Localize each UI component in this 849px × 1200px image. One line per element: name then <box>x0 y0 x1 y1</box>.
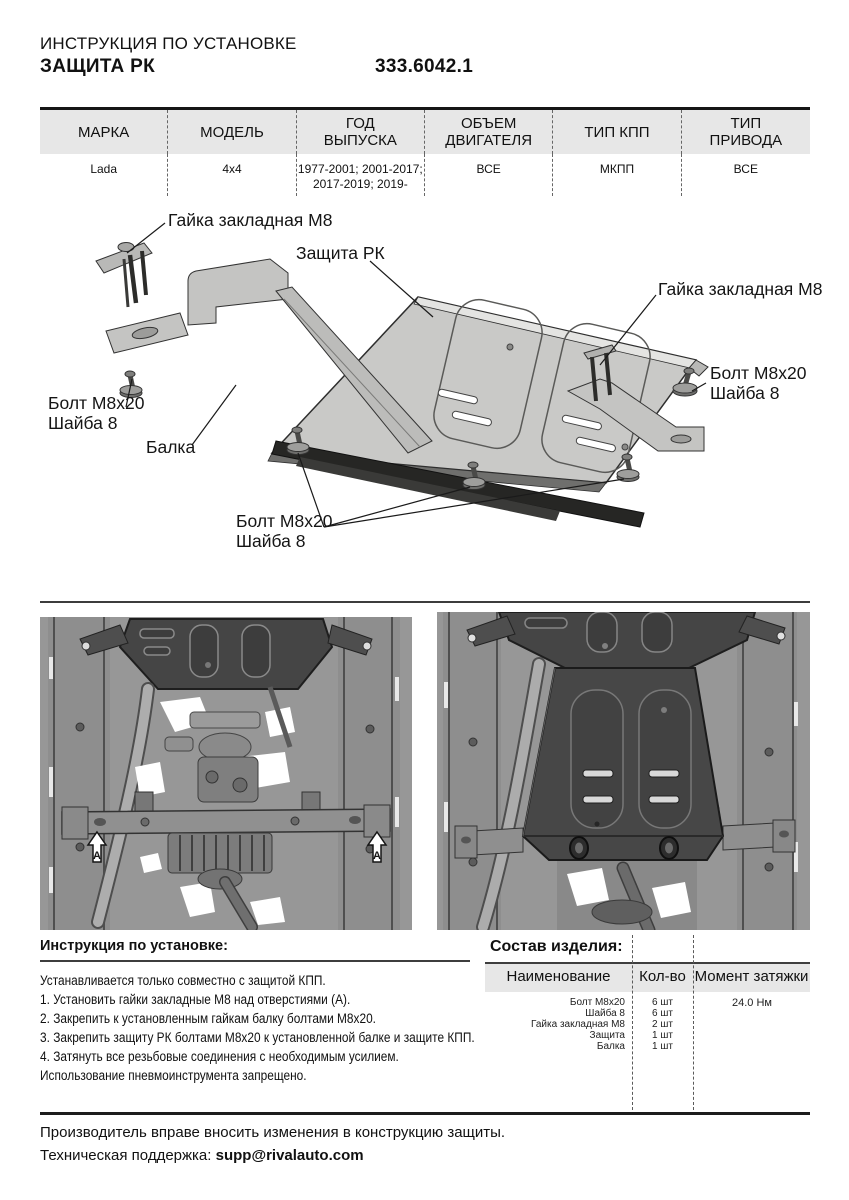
rivet-nut-left-part <box>96 243 152 308</box>
instruction-line: 3. Закрепить защиту РК болтами М8х20 к установленной балке и защите КПП. <box>40 1030 475 1045</box>
part-name: Защита <box>589 1030 625 1041</box>
footer-disclaimer: Производитель вправе вносить изменения в конструкцию защиты. <box>40 1124 506 1141</box>
part-number: 333.6042.1 <box>375 56 474 77</box>
parts-table <box>485 935 810 1111</box>
vehicle-col-header: МОДЕЛЬ <box>168 110 296 154</box>
instruction-line: 4. Затянуть все резьбовые соединения с необходимым усилием. <box>40 1049 399 1064</box>
instruction-line: 1. Установить гайки закладные М8 над отверстиями (А). <box>40 992 351 1007</box>
vehicle-value: МКПП <box>553 154 681 196</box>
vehicle-value: ВСЕ <box>733 162 758 176</box>
marker-a-label: A <box>93 850 101 862</box>
parts-col-header: Кол-во <box>639 968 686 985</box>
support-email: supp@rivalauto.com <box>215 1147 364 1164</box>
instruction-line: Устанавливается только совместно с защитой КПП. <box>40 973 326 988</box>
part-qty: 2 шт <box>652 1019 673 1030</box>
doc-type-title: ИНСТРУКЦИЯ ПО УСТАНОВКЕ <box>40 34 297 53</box>
vehicle-col-header: ОБЪЕМ ДВИГАТЕЛЯ <box>425 110 553 154</box>
part-qty: 1 шт <box>652 1041 673 1052</box>
exploded-diagram-drawing <box>40 195 810 595</box>
part-torque: 24.0 Нм <box>732 997 772 1009</box>
section-divider <box>40 601 810 603</box>
part-qty: 6 шт <box>652 997 673 1008</box>
parts-col-header: Момент затяжки <box>694 968 809 985</box>
label-bolt-left: Болт М8х20 Шайба 8 <box>48 393 145 433</box>
marker-a-label: A <box>373 850 381 862</box>
footer-support <box>40 1147 364 1164</box>
footer-support-prefix: Техническая поддержка: <box>40 1147 216 1164</box>
part-name: Шайба 8 <box>585 1008 625 1019</box>
vehicle-value: 4x4 <box>168 154 296 196</box>
label-bolt-bottom: Болт М8х20 Шайба 8 <box>236 511 333 551</box>
vehicle-value: Lada <box>40 154 168 196</box>
vehicle-value: 1977-2001; 2001-2017; 2017-2019; 2019- <box>297 154 425 196</box>
photo-before-install <box>40 617 412 935</box>
part-name: Болт М8х20 <box>569 997 625 1008</box>
part-qty: 1 шт <box>652 1030 673 1041</box>
label-plate: Защита РК <box>296 243 385 263</box>
instructions-rule <box>40 960 470 962</box>
beam-riser <box>188 259 288 325</box>
product-title: ЗАЩИТА РК <box>40 56 156 77</box>
label-beam: Балка <box>146 437 196 457</box>
vehicle-col-header: ТИП КПП <box>553 110 681 154</box>
parts-col-header: Наименование <box>506 968 611 985</box>
label-rivet-nut-right: Гайка закладная М8 <box>658 279 823 299</box>
vehicle-col-header: ТИП ПРИВОДА <box>682 110 810 154</box>
parts-column-divider <box>693 935 694 1110</box>
label-bolt-right: Болт М8х20 Шайба 8 <box>710 363 807 403</box>
vehicle-col-header: МАРКА <box>40 110 168 154</box>
parts-heading: Состав изделия: <box>490 938 623 955</box>
footer-rule <box>40 1112 810 1115</box>
photo-after-install <box>437 612 810 935</box>
instruction-line: 2. Закрепить к установленным гайкам балку болтами М8х20. <box>40 1011 376 1026</box>
instruction-line: Использование пневмоинструмента запрещено. <box>40 1068 307 1083</box>
vehicle-value: ВСЕ <box>425 154 553 196</box>
label-rivet-nut-left: Гайка закладная М8 <box>168 210 333 230</box>
exploded-diagram <box>40 195 823 595</box>
part-qty: 6 шт <box>652 1008 673 1019</box>
vehicle-table <box>40 107 810 196</box>
part-name: Балка <box>596 1041 625 1052</box>
part-name: Гайка закладная М8 <box>531 1019 625 1030</box>
instructions-heading: Инструкция по установке: <box>40 938 228 954</box>
instructions-list <box>40 971 515 1085</box>
vehicle-col-header: ГОД ВЫПУСКА <box>297 110 425 154</box>
